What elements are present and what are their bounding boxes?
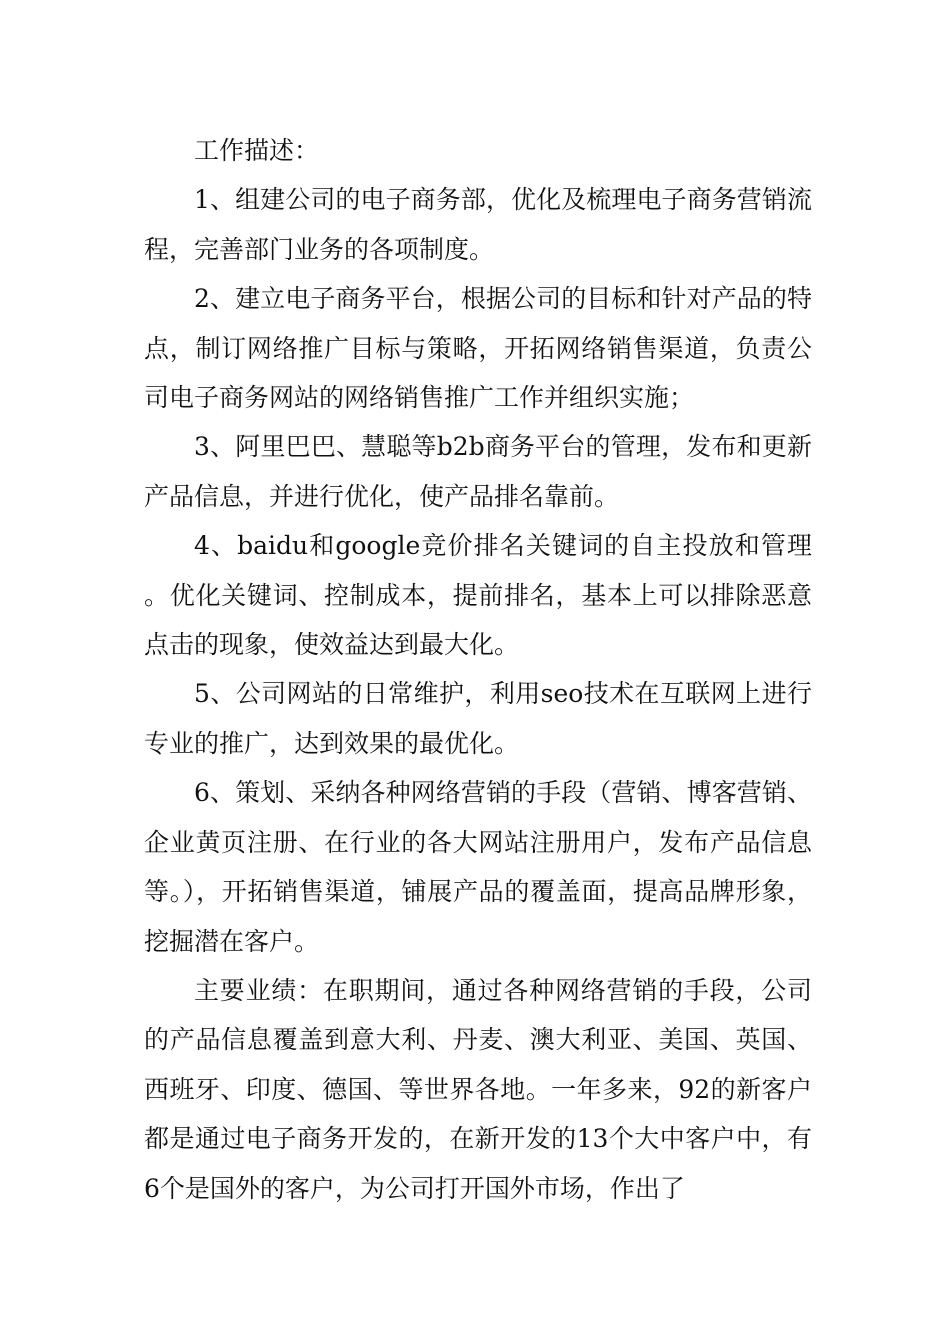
paragraph-main-achievements: 主要业绩：在职期间，通过各种网络营销的手段，公司的产品信息覆盖到意大利、丹麦、澳大利亚、美国、英国、西班牙、印度、德国、等世界各地。一年多来，92的新客户都是通过电子商务开发的，在新开发的13个大中客户中，有6个是国外的客户，为公司打开国外市场，作出了 xyxy=(144,975,812,1203)
paragraph-item-1: 1、组建公司的电子商务部，优化及梳理电子商务营销流程，完善部门业务的各项制度。 xyxy=(144,185,812,264)
paragraph-item-4: 4、baidu和google竞价排名关键词的自主投放和管理。优化关键词、控制成本，提前排名，基本上可以排除恶意点击的现象，使效益达到最大化。 xyxy=(144,531,812,660)
paragraph-item-2: 2、建立电子商务平台，根据公司的目标和针对产品的特点，制订网络推广目标与策略，开拓网络销售渠道，负责公司电子商务网站的网络销售推广工作并组织实施； xyxy=(144,284,812,413)
paragraph-item-5: 5、公司网站的日常维护，利用seo技术在互联网上进行专业的推广，达到效果的最优化。 xyxy=(144,679,812,758)
document-body xyxy=(144,126,812,1213)
paragraph-item-3: 3、阿里巴巴、慧聪等b2b商务平台的管理，发布和更新产品信息，并进行优化，使产品排名靠前。 xyxy=(144,432,812,511)
paragraph-item-6: 6、策划、采纳各种网络营销的手段（营销、博客营销、企业黄页注册、在行业的各大网站注册用户，发布产品信息等。），开拓销售渠道，铺展产品的覆盖面，提高品牌形象，挖掘潜在客户。 xyxy=(144,778,812,956)
paragraph-work-description-heading: 工作描述： xyxy=(194,136,320,165)
